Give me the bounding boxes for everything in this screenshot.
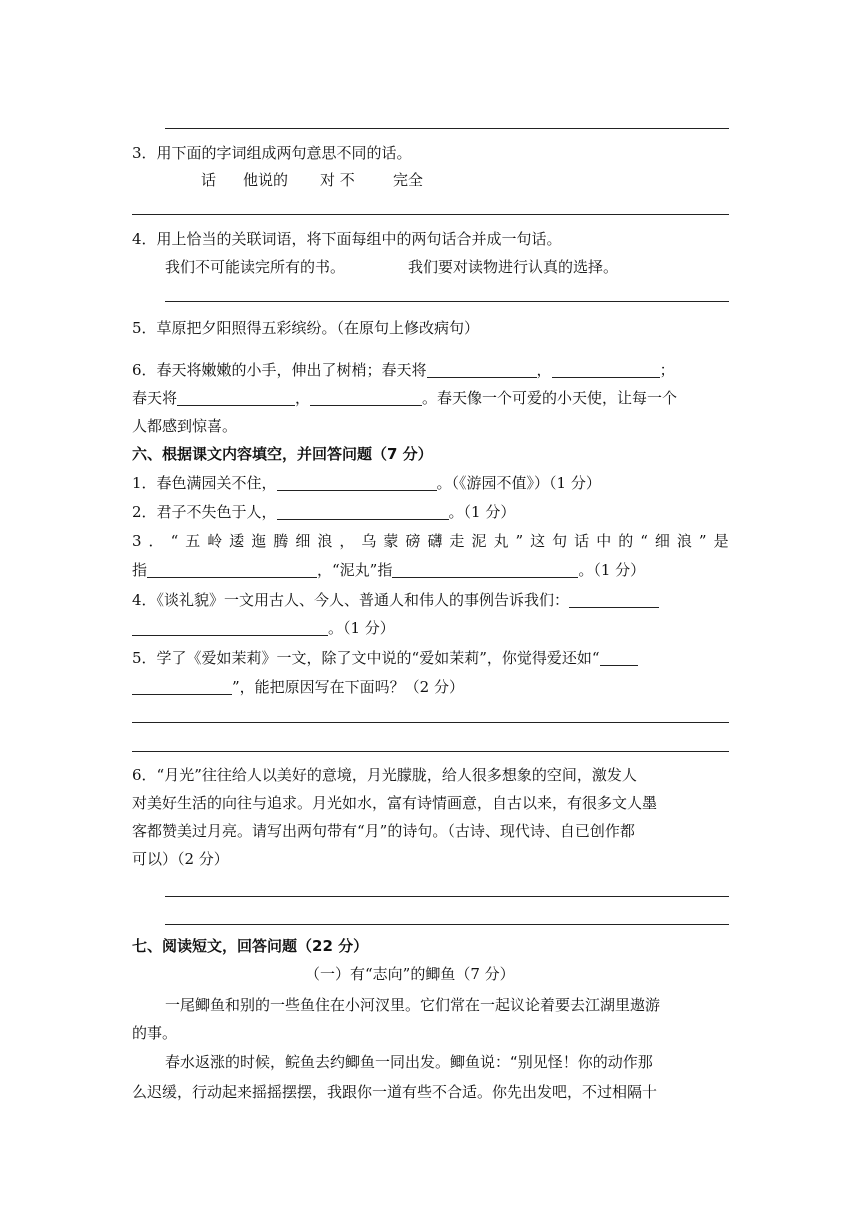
passage-paragraph-1: 一尾鲫鱼和别的一些鱼住在小河汊里。它们常在一起议论着要去江湖里遨游 — [165, 996, 661, 1014]
passage-paragraph-2-line-2: 么迟缓，行动起来摇摇摆摆，我跟你一道有些不合适。你先出发吧，不过相隔十 — [132, 1083, 658, 1101]
question-6-line-3: 人都感到惊喜。 — [132, 417, 238, 435]
question-6: 6．春天将嫩嫩的小手，伸出了树梢；春天将 ， ； — [132, 361, 675, 379]
s6-question-5: 5．学了《爱如茉莉》一文，除了文中说的“爱如茉莉”，你觉得爱还如“ — [132, 648, 638, 668]
fill-blank[interactable] — [427, 361, 537, 378]
s6-question-6-line-3: 客都赞美过月亮。请写出两句带有“月”的诗句。（古诗、现代诗、自已创作都 — [132, 822, 635, 840]
q6-text: 6．春天将嫩嫩的小手，伸出了树梢；春天将 — [132, 361, 427, 379]
s6-question-2: 2．君子不失色于人， 。（1 分） — [132, 503, 516, 521]
fill-blank[interactable] — [552, 361, 660, 378]
question-6-line-2: 春天将 ， 。春天像一个可爱的小天使，让每一个 — [132, 389, 678, 407]
fill-blank[interactable] — [277, 503, 449, 520]
question-3: 3．用下面的字词组成两句意思不同的话。 — [132, 144, 412, 162]
fill-blank[interactable] — [177, 389, 295, 406]
answer-line[interactable] — [132, 214, 729, 215]
section-7-heading: 七、阅读短文，回答问题（22 分） — [132, 937, 369, 955]
fill-blank[interactable] — [310, 389, 422, 406]
s6-question-4: 4．《谈礼貌》一文用古人、今人、普通人和伟人的事例告诉我们： — [132, 590, 659, 610]
fill-blank[interactable] — [147, 561, 317, 578]
answer-line[interactable] — [165, 896, 729, 897]
answer-line[interactable] — [132, 722, 729, 723]
section-6-heading: 六、根据课文内容填空，并回答问题（7 分） — [132, 445, 433, 463]
answer-line[interactable] — [165, 301, 729, 302]
s6-question-4-line-2: 。（1 分） — [132, 618, 395, 638]
fill-blank[interactable] — [569, 591, 659, 608]
fill-blank[interactable] — [392, 561, 578, 578]
answer-line[interactable] — [132, 751, 729, 752]
s6-question-5-line-2: ”，能把原因写在下面吗？（2 分） — [132, 677, 464, 697]
answer-line[interactable] — [165, 128, 729, 129]
q3-word: 话 — [201, 171, 217, 189]
fill-blank[interactable] — [277, 474, 437, 491]
q4-sentence-1: 我们不可能读完所有的书。 — [165, 258, 346, 276]
s6-question-1: 1．春色满园关不住， 。（《游园不值》）（1 分） — [132, 474, 601, 492]
passage-paragraph-1-line-2: 的事。 — [132, 1024, 178, 1042]
q3-word: 对 不 — [320, 171, 355, 189]
s6-question-6-line-1: 6．“月光”往往给人以美好的意境，月光朦胧，给人很多想象的空间，激发人 — [132, 766, 637, 784]
question-4: 4．用上恰当的关联词语，将下面每组中的两句话合并成一句话。 — [132, 230, 562, 248]
fill-blank[interactable] — [132, 678, 232, 695]
s6-question-6-line-4: 可以）（2 分） — [132, 850, 229, 868]
s6-question-3-line-2: 指 ，“泥丸”指 。（1 分） — [132, 561, 646, 579]
passage-paragraph-2: 春水返涨的时候，鲩鱼去约鲫鱼一同出发。鲫鱼说：“别见怪！你的动作那 — [165, 1053, 653, 1071]
q4-sentence-2: 我们要对读物进行认真的选择。 — [408, 258, 619, 276]
fill-blank[interactable] — [132, 619, 328, 636]
s6-question-3: 3 ． “ 五 岭 逶 迤 腾 细 浪 ， 乌 蒙 磅 礴 走 泥 丸 ” 这 句 话 中 的 “ 细 浪 ” 是 — [132, 532, 729, 550]
q3-word: 完全 — [393, 171, 424, 189]
s6-question-6-line-2: 对美好生活的向往与追求。月光如水，富有诗情画意，自古以来，有很多文人墨 — [132, 794, 658, 812]
q3-word: 他说的 — [243, 171, 289, 189]
fill-blank[interactable] — [600, 649, 638, 666]
passage-title: （一）有“志向”的鲫鱼（7 分） — [305, 965, 515, 983]
answer-line[interactable] — [165, 924, 729, 925]
question-5: 5．草原把夕阳照得五彩缤纷。（在原句上修改病句） — [132, 319, 480, 337]
